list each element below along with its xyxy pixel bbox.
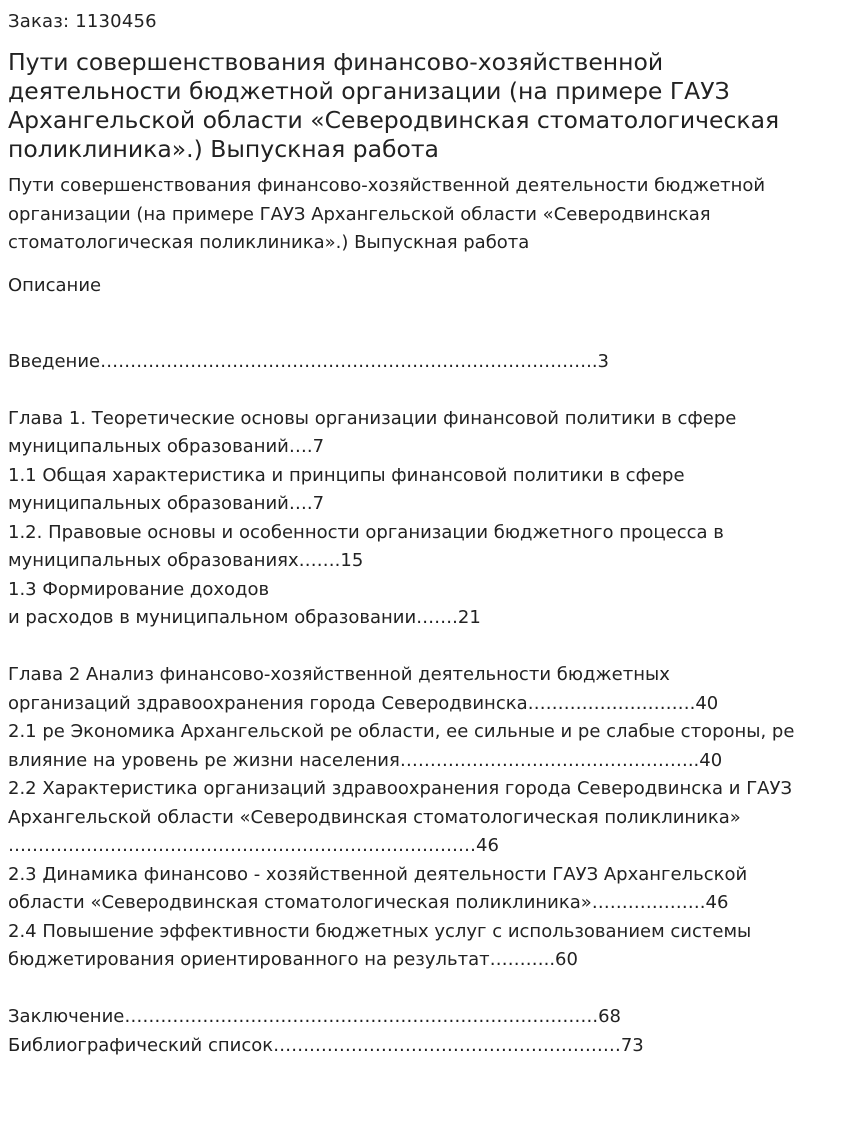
toc-chapter1-line: муниципальных образованиях…….15 [8,550,364,571]
subtitle-line: организации (на примере ГАУЗ Архангельской области «Северодвинская [8,203,711,225]
toc-chapter2-line: бюджетирования ориентированного на результат………..60 [8,949,578,970]
toc-chapter1-line: муниципальных образований….7 [8,493,325,514]
toc-chapter2-line: ……………………………………………………………………46 [8,835,499,856]
title-line: Архангельской области «Северодвинская стоматологическая [8,106,780,134]
toc-chapter2-line: 2.4 Повышение эффективности бюджетных услуг с использованием системы [8,920,752,942]
toc-chapter1-line: 1.3 Формирование доходов [8,578,270,600]
toc-chapter2-line: 2.1 ре Экономика Архангельской ре области, ее сильные и ре слабые стороны, ре [8,721,795,742]
toc-chapter2-line: области «Северодвинская стоматологическая поликлиника»……………….46 [8,892,729,913]
document-page [8,10,843,1060]
page-title [8,48,843,164]
toc-bibliography: Библиографический список…….……………………………………………73 [8,1034,644,1056]
toc-chapter1-line: муниципальных образований….7 [8,436,325,457]
toc-chapter2-line: организаций здравоохранения города Северодвинска……………………….40 [8,692,719,714]
subtitle-line: Пути совершенствования финансово-хозяйственной деятельности бюджетной [8,175,766,196]
description-heading: Описание [8,274,102,296]
order-number: Заказ: 1130456 [8,11,157,32]
subtitle [8,172,843,258]
toc-chapter1-line: и расходов в муниципальном образовании…….21 [8,607,481,628]
toc-chapter2-line: Глава 2 Анализ финансово-хозяйственной деятельности бюджетных [8,664,670,685]
toc-chapter2-line: 2.2 Характеристика организаций здравоохранения города Северодвинска и ГАУЗ [8,778,792,799]
toc-chapter2-line: Архангельской области «Северодвинская стоматологическая поликлиника» [8,806,741,828]
title-line: Пути совершенствования финансово-хозяйственной [8,48,664,76]
toc-chapter2-line: 2.3 Динамика финансово - хозяйственной деятельности ГАУЗ Архангельской [8,863,748,885]
toc-conclusion: Заключение…………………………………………………………………….68 [8,1006,621,1027]
spacer [8,319,843,348]
subtitle-line: стоматологическая поликлиника».) Выпускная работа [8,232,530,253]
toc-chapter2-line: влияние на уровень ре жизни населения…………………………………………..40 [8,749,723,771]
table-of-contents [8,319,843,1060]
title-line: поликлиника».) Выпускная работа [8,135,439,163]
toc-chapter1-line: 1.1 Общая характеристика и принципы финансовой политики в сфере [8,464,685,486]
toc-intro: Введение………………………………………………………………………..3 [8,350,609,372]
spacer [8,376,843,405]
spacer [8,975,843,1004]
toc-chapter1-line: 1.2. Правовые основы и особенности организации бюджетного процесса в [8,521,724,543]
spacer [8,633,843,662]
title-line: деятельности бюджетной организации (на примере ГАУЗ [8,77,730,105]
toc-chapter1-line: Глава 1. Теоретические основы организации финансовой политики в сфере [8,407,737,429]
